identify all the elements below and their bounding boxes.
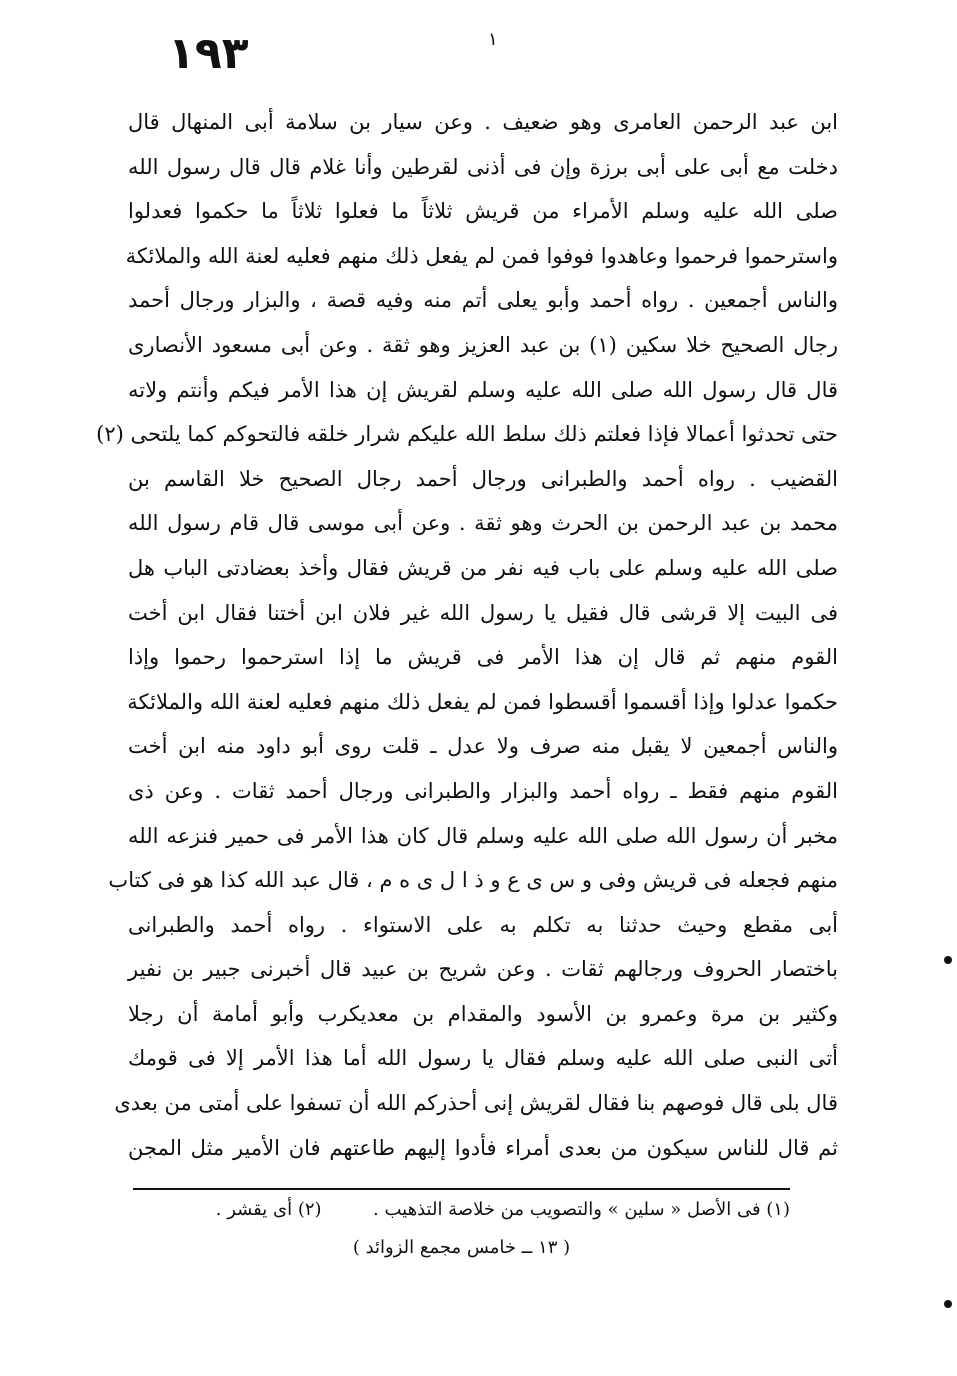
body-line: قال بلى قال فوصهم بنا فقال لقريش إنى أحذركم الله أن تسفوا على أمتى من بعدى bbox=[114, 1091, 838, 1116]
body-line: منهم فجعله فى قريش وفى و س ى ع و ذ ا ل ى ه م ، قال عبد الله كذا هو فى كتاب bbox=[108, 868, 838, 893]
page-number: ١٩٣ bbox=[168, 28, 249, 79]
body-line: قال قال رسول الله صلى الله عليه وسلم لقريش إن هذا الأمر فيكم وأنتم ولاته bbox=[128, 377, 839, 402]
body-line: حكموا عدلوا وإذا أقسموا أقسطوا فمن لم يفعل ذلك منهم فعليه لعنة الله والملائكة bbox=[127, 689, 838, 714]
body-line: محمد بن عبد الرحمن بن الحرث وهو ثقة . وعن أبى موسى قال قام رسول الله bbox=[128, 511, 838, 536]
top-mark: ١ bbox=[488, 29, 498, 50]
scan-mark bbox=[944, 1300, 952, 1308]
footnote-1: (١) فى الأصل « سلين » والتصويب من خلاصة التذهيب . bbox=[373, 1199, 790, 1220]
body-line: وكثير بن مرة وعمرو بن الأسود والمقدام بن معديكرب وأبو أمامة أن رجلا bbox=[128, 1001, 838, 1026]
scan-mark bbox=[944, 956, 952, 964]
body-line: والناس أجمعين . رواه أحمد وأبو يعلى أتم منه وفيه قصة ، والبزار ورجال أحمد bbox=[128, 288, 838, 313]
printer-signature: ( ١٣ ــ خامس مجمع الزوائد ) bbox=[352, 1237, 571, 1258]
body-line: صلى الله عليه وسلم على باب فيه نفر من قريش فقال وأخذ بعضادتى الباب هل bbox=[128, 555, 838, 580]
body-line: القوم منهم ثم قال إن هذا الأمر فى قريش ما إذا استرحموا رحموا وإذا bbox=[128, 645, 838, 670]
body-line: ابن عبد الرحمن العامرى وهو ضعيف . وعن سيار بن سلامة أبى المنهال قال bbox=[128, 110, 838, 134]
body-line: ثم قال للناس سيكون من بعدى أمراء فأدوا إليهم طاعتهم فان الأمير مثل المجن bbox=[128, 1135, 838, 1160]
body-line: رجال الصحيح خلا سكين (١) بن عبد العزيز وهو ثقة . وعن أبى مسعود الأنصارى bbox=[128, 332, 839, 357]
body-line: القوم منهم فقط ـ رواه أحمد والبزار والطبرانى ورجال أحمد ثقات . وعن ذى bbox=[128, 778, 838, 803]
body-line: باختصار الحروف ورجالهم ثقات . وعن شريح بن عبيد قال أخبرنى جبير بن نفير bbox=[128, 957, 838, 982]
footnote-divider bbox=[133, 1188, 790, 1190]
body-line: أتى النبى صلى الله عليه وسلم فقال يا رسول الله أما هذا الأمر إلا فى قومك bbox=[128, 1046, 838, 1071]
body-line: القضيب . رواه أحمد والطبرانى ورجال أحمد رجال الصحيح خلا القاسم بن bbox=[128, 466, 838, 491]
body-line: حتى تحدثوا أعمالا فإذا فعلتم ذلك سلط الله عليكم شرار خلقه فالتحوكم كما يلتحى (٢) bbox=[96, 422, 838, 447]
body-line: واسترحموا فرحموا وعاهدوا فوفوا فمن لم يفعل ذلك منهم فعليه لعنة الله والملائكة bbox=[125, 243, 838, 268]
body-line: أبى مقطع وحيث حدثنا به تكلم به على الاستواء . رواه أحمد والطبرانى bbox=[128, 912, 838, 937]
footnotes bbox=[133, 1196, 790, 1224]
body-line: صلى الله عليه وسلم الأمراء من قريش ثلاثاً ما فعلوا ثلاثاً ما حكموا فعدلوا bbox=[128, 199, 838, 224]
body-line: دخلت مع أبى على أبى برزة وإن فى أذنى لقرطين وأنا غلام قال قال رسول الله bbox=[128, 154, 838, 179]
body-line: فى البيت إلا قرشى قال فقيل يا رسول الله غير فلان ابن أختنا فقال ابن أخت bbox=[128, 600, 838, 625]
body-line: مخبر أن رسول الله صلى الله عليه وسلم قال كان هذا الأمر فى حمير فنزعه الله bbox=[128, 823, 838, 848]
body-text bbox=[96, 100, 839, 1170]
body-line: والناس أجمعين لا يقبل منه صرف ولا عدل ـ قلت روى أبو داود منه ابن أخت bbox=[128, 734, 838, 759]
footnote-2: (٢) أى يقشر . bbox=[215, 1199, 322, 1220]
